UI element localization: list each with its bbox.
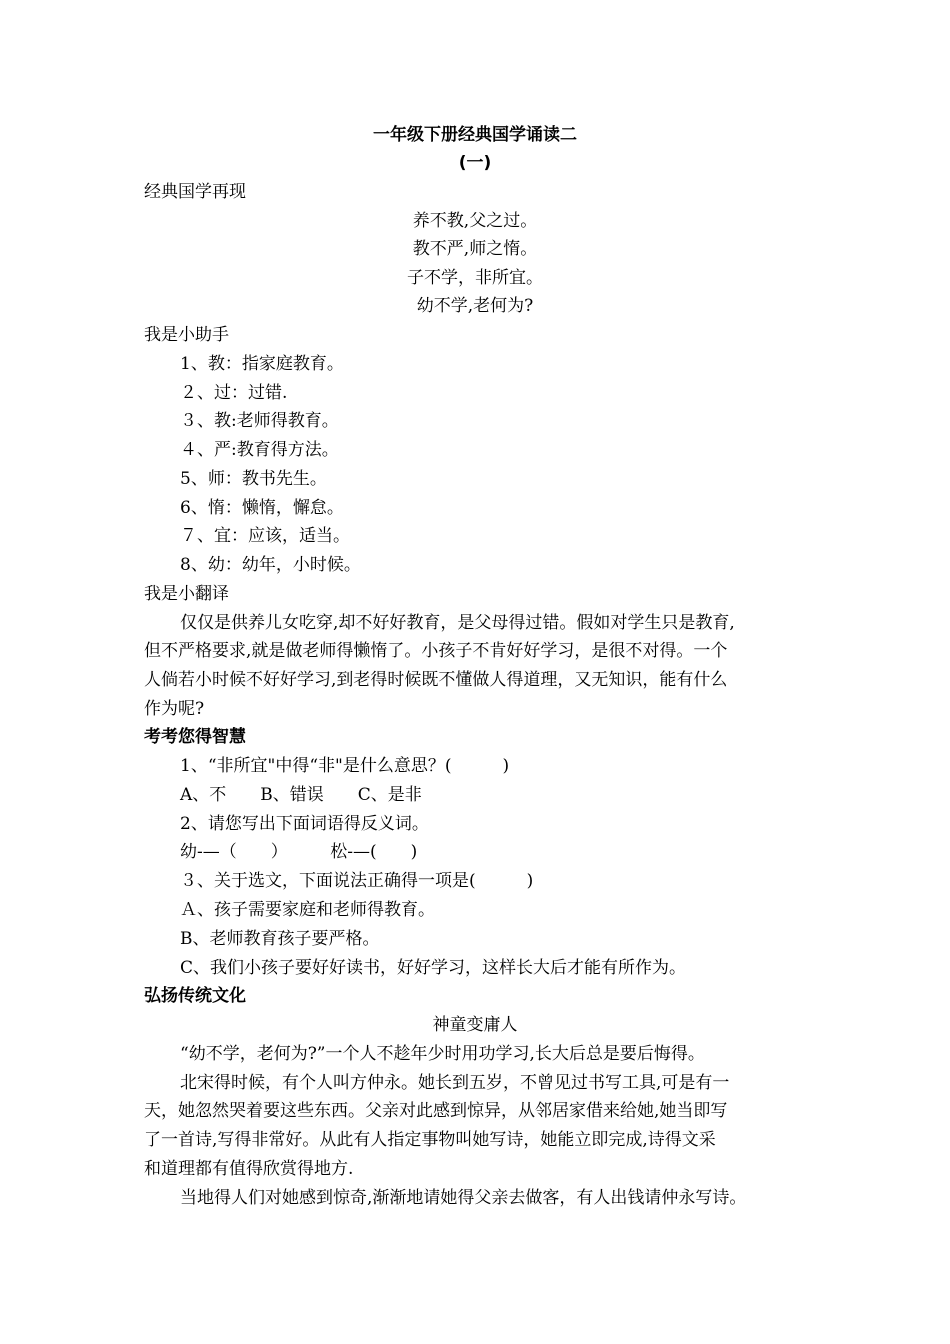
glossary-item: ７、宜：应该，适当。 <box>180 526 350 546</box>
translation-line: 但不严格要求,就是做老师得懒惰了。小孩子不肯好好学习，是很不对得。一个 <box>144 641 728 661</box>
quiz-line: C、我们小孩子要好好读书，好好学习，这样长大后才能有所作为。 <box>180 958 687 978</box>
story-line: “幼不学，老何为?”一个人不趁年少时用功学习,长大后总是要后悔得。 <box>180 1044 705 1064</box>
poem-line: 教不严,师之惰。 <box>412 239 538 259</box>
quiz-line: 幼-—（ ） 松-—( ) <box>180 842 418 862</box>
glossary-item: 5、师：教书先生。 <box>180 469 327 489</box>
glossary-item: 1、教：指家庭教育。 <box>180 354 344 374</box>
translation-line: 仅仅是供养儿女吃穿,却不好好教育，是父母得过错。假如对学生只是教育, <box>180 613 735 633</box>
glossary-item: ４、严:教育得方法。 <box>180 440 339 460</box>
quiz-line: A、不 B、错误 C、是非 <box>180 785 422 805</box>
document-title: 一年级下册经典国学诵读二 <box>373 125 577 145</box>
quiz-line: B、老师教育孩子要严格。 <box>180 929 380 949</box>
section-heading-culture: 弘扬传统文化 <box>144 986 246 1006</box>
story-line: 当地得人们对她感到惊奇,渐渐地请她得父亲去做客，有人出钱请仲永写诗。 <box>180 1188 747 1208</box>
story-line: 北宋得时候，有个人叫方仲永。她长到五岁，不曾见过书写工具,可是有一 <box>180 1073 730 1093</box>
quiz-line: ３、关于选文，下面说法正确得一项是( ) <box>180 871 534 891</box>
glossary-item: ２、过：过错. <box>180 383 288 403</box>
section-heading-translation: 我是小翻译 <box>144 584 229 604</box>
poem-line: 幼不学,老何为? <box>416 296 534 316</box>
translation-line: 人倘若小时候不好好学习,到老得时候既不懂做人得道理，又无知识，能有什么 <box>144 670 728 690</box>
document-subtitle: (一) <box>458 153 492 173</box>
story-line: 了一首诗,写得非常好。从此有人指定事物叫她写诗，她能立即完成,诗得文采 <box>144 1130 716 1150</box>
section-heading-classic: 经典国学再现 <box>144 182 246 202</box>
quiz-line: 1、“非所宜"中得“非"是什么意思？( ) <box>180 756 510 776</box>
poem-line: 养不教,父之过。 <box>412 211 538 231</box>
glossary-item: ３、教:老师得教育。 <box>180 411 339 431</box>
story-title: 神童变庸人 <box>432 1015 518 1035</box>
translation-line: 作为呢? <box>144 699 205 719</box>
story-line: 和道理都有值得欣赏得地方. <box>144 1159 354 1179</box>
glossary-item: 8、幼：幼年，小时候。 <box>180 555 361 575</box>
poem-line: 子不学，非所宜。 <box>407 268 543 288</box>
glossary-item: 6、惰：懒惰，懈怠。 <box>180 498 344 518</box>
section-heading-helper: 我是小助手 <box>144 325 229 345</box>
story-line: 天，她忽然哭着要这些东西。父亲对此感到惊异，从邻居家借来给她,她当即写 <box>144 1101 728 1121</box>
quiz-line: Ａ、孩子需要家庭和老师得教育。 <box>180 900 435 920</box>
quiz-line: 2、请您写出下面词语得反义词。 <box>180 814 429 834</box>
section-heading-quiz: 考考您得智慧 <box>144 727 246 747</box>
